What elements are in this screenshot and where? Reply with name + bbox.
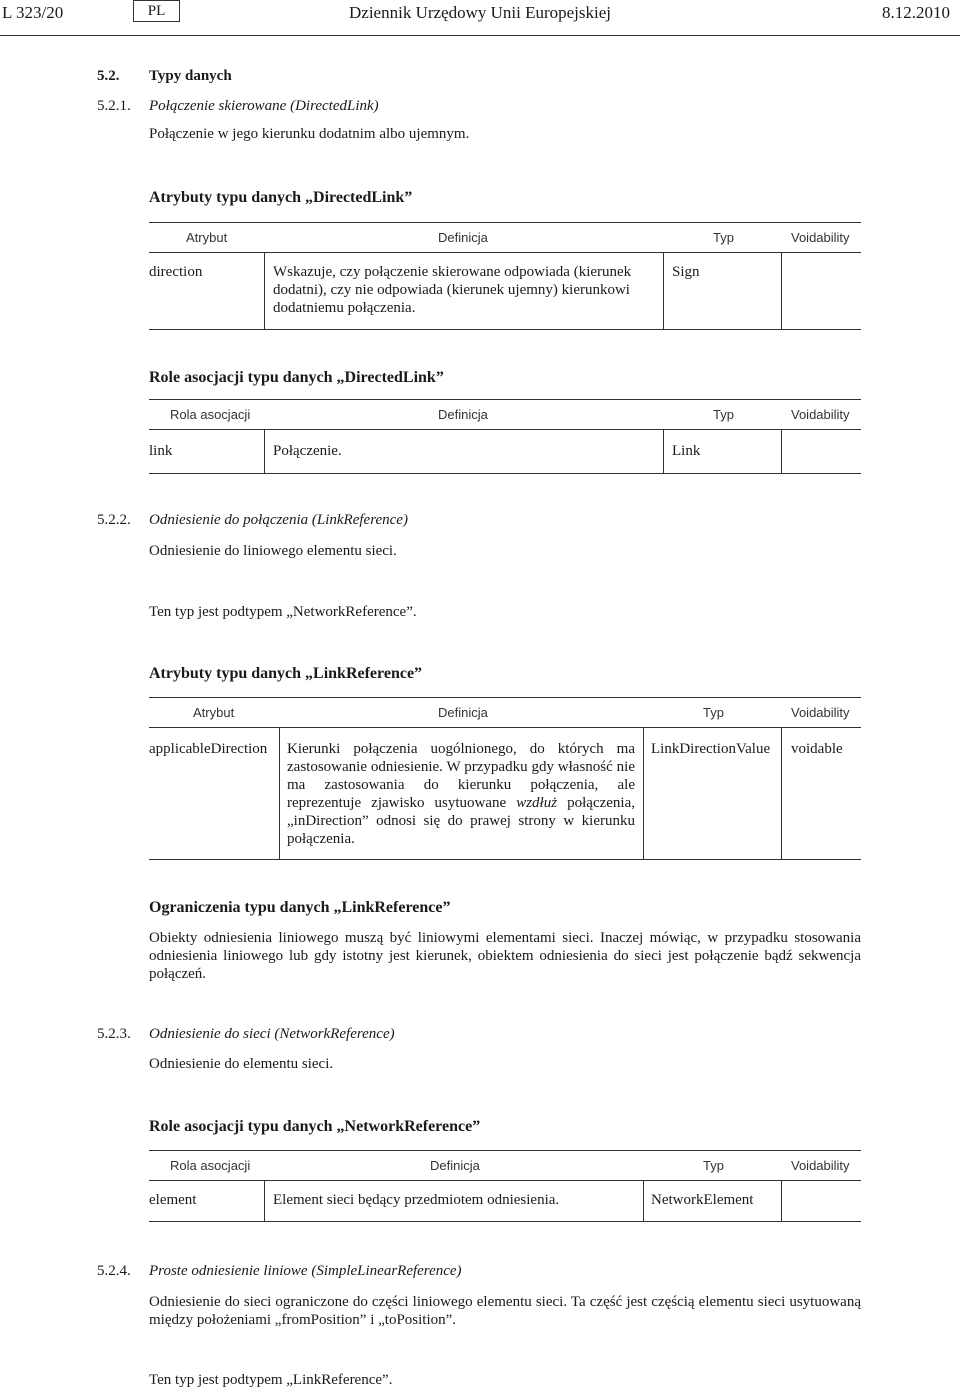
column-header: Typ — [703, 705, 724, 720]
column-header: Definicja — [438, 230, 488, 245]
column-divider — [279, 727, 280, 859]
section-title: Odniesienie do połączenia (LinkReference) — [149, 512, 408, 528]
table-title: Role asocjacji typu danych „DirectedLink” — [149, 369, 444, 386]
section-number: 5.2. — [97, 68, 120, 84]
section-number: 5.2.3. — [97, 1026, 131, 1042]
column-header: Definicja — [438, 407, 488, 422]
section-description: Połączenie w jego kierunku dodatnim albo ujemnym. — [149, 126, 470, 142]
column-header: Voidability — [791, 705, 850, 720]
section-description: Odniesienie do elementu sieci. — [149, 1056, 334, 1072]
column-header: Typ — [703, 1158, 724, 1173]
column-divider — [781, 252, 782, 329]
table-bottom-rule — [149, 859, 861, 860]
table-title: Atrybuty typu danych „LinkReference” — [149, 665, 423, 682]
table-title: Role asocjacji typu danych „NetworkReference” — [149, 1118, 481, 1135]
column-header: Atrybut — [186, 230, 228, 245]
column-header: Voidability — [791, 1158, 850, 1173]
definition-text: Kierunki połączenia uogólnionego, do których ma zastosowanie odniesienie. W przypadku gdy własność nie ma zastosowania do kierunku połączenia, ale reprezentuje zjawisko usytuowane — [287, 741, 635, 811]
column-header: Typ — [713, 407, 734, 422]
column-divider — [264, 429, 265, 473]
section-title: Proste odniesienie liniowe (SimpleLinearReference) — [149, 1263, 462, 1279]
role-definition: Połączenie. — [273, 443, 342, 459]
column-divider — [264, 1180, 265, 1221]
language-badge: PL — [133, 0, 180, 22]
constraints-title: Ograniczenia typu danych „LinkReference” — [149, 899, 451, 916]
column-header: Definicja — [430, 1158, 480, 1173]
definition-emphasis: wzdłuż — [516, 795, 558, 811]
subtype-note: Ten typ jest podtypem „LinkReference”. — [149, 1372, 393, 1388]
subtype-note: Ten typ jest podtypem „NetworkReference”. — [149, 604, 417, 620]
column-header: Voidability — [791, 407, 850, 422]
section-title: Połączenie skierowane (DirectedLink) — [149, 98, 379, 114]
attribute-definition: Wskazuje, czy połączenie skierowane odpowiada (kierunek dodatni), czy nie odpowiada (kierunek ujemny) kierunkowi dodatniemu połączenia. — [273, 264, 632, 316]
publication-date: 8.12.2010 — [882, 3, 950, 22]
constraints-text: Obiekty odniesienia liniowego muszą być liniowymi elementami sieci. Inaczej mówiąc, w przypadku stosowania odniesienia liniowego lub gdy istotny jest kierunek, obiektem odniesienia do sieci jest połączenie bądź sekwencja połączeń. — [149, 930, 861, 982]
section-number: 5.2.2. — [97, 512, 131, 528]
column-divider — [643, 1180, 644, 1221]
column-divider — [781, 1180, 782, 1221]
column-divider — [264, 252, 265, 329]
column-header: Typ — [713, 230, 734, 245]
table-header-rule — [149, 727, 861, 728]
column-divider — [781, 727, 782, 859]
role-type: Link — [672, 443, 701, 459]
table-header-rule — [149, 429, 861, 430]
attribute-type: Sign — [672, 264, 700, 280]
role-definition: Element sieci będący przedmiotem odniesienia. — [273, 1192, 560, 1208]
table-bottom-rule — [149, 1221, 861, 1222]
attribute-name: direction — [149, 264, 203, 280]
attribute-name: applicableDirection — [149, 741, 268, 757]
section-number: 5.2.1. — [97, 98, 131, 114]
table-bottom-rule — [149, 329, 861, 330]
column-header: Voidability — [791, 230, 850, 245]
column-header: Atrybut — [193, 705, 235, 720]
column-divider — [663, 429, 664, 473]
column-header: Definicja — [438, 705, 488, 720]
column-header: Rola asocjacji — [170, 407, 251, 422]
attribute-definition — [287, 740, 635, 848]
role-name: link — [149, 443, 173, 459]
section-description: Odniesienie do liniowego elementu sieci. — [149, 543, 397, 559]
section-title: Typy danych — [149, 68, 232, 84]
table-top-rule — [149, 1150, 861, 1151]
table-title: Atrybuty typu danych „DirectedLink” — [149, 189, 413, 206]
column-header: Rola asocjacji — [170, 1158, 251, 1173]
table-header-rule — [149, 252, 861, 253]
definition-text: połączenia, „inDirection” odnosi się do prawej strony w kierunku połączenia. — [287, 795, 635, 847]
section-description: Odniesienie do sieci ograniczone do części liniowego elementu sieci. Ta część jest częścią elementu sieci usytuowaną między położeniami „fromPosition” i „toPosition”. — [149, 1294, 861, 1328]
table-bottom-rule — [149, 473, 861, 474]
journal-title: Dziennik Urzędowy Unii Europejskiej — [349, 3, 612, 22]
table-top-rule — [149, 399, 861, 400]
section-number: 5.2.4. — [97, 1263, 131, 1279]
column-divider — [663, 252, 664, 329]
attribute-type: LinkDirectionValue — [651, 741, 771, 757]
attribute-voidability: voidable — [791, 741, 843, 757]
role-name: element — [149, 1192, 197, 1208]
page-reference: L 323/20 — [2, 3, 64, 22]
role-type: NetworkElement — [651, 1192, 754, 1208]
column-divider — [643, 727, 644, 859]
section-title: Odniesienie do sieci (NetworkReference) — [149, 1026, 395, 1042]
column-divider — [781, 429, 782, 473]
table-header-rule — [149, 1180, 861, 1181]
header-rule — [0, 35, 960, 36]
table-top-rule — [149, 697, 861, 698]
table-top-rule — [149, 222, 861, 223]
